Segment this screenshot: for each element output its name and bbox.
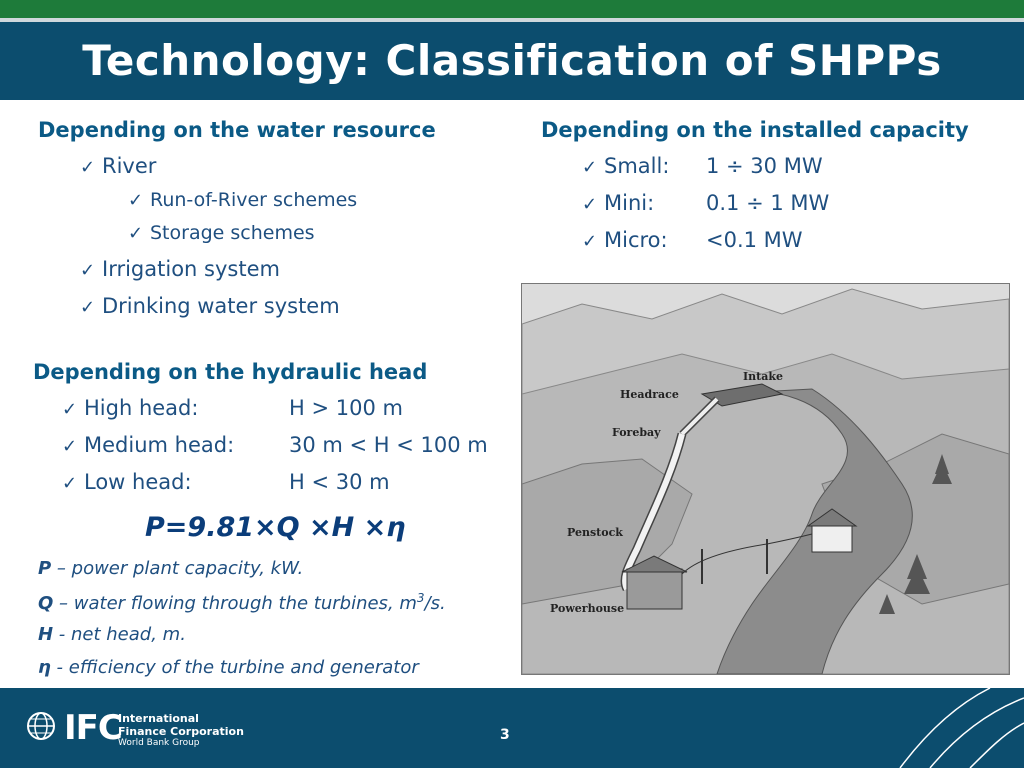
landscape-drawing xyxy=(522,284,1009,674)
shpp-illustration xyxy=(521,283,1010,675)
ifc-logo: IFC xyxy=(64,708,122,748)
power-formula: P=9.81×Q ×H ×η xyxy=(145,512,406,543)
org-name-line2: Finance Corporation xyxy=(118,725,244,738)
head-heading: Depending on the hydraulic head xyxy=(33,360,428,384)
headrace-label: Headrace xyxy=(620,388,679,401)
page-number: 3 xyxy=(500,727,510,743)
powerhouse-label: Powerhouse xyxy=(550,602,625,615)
intake-label: Intake xyxy=(743,370,783,383)
check-icon: ✓ xyxy=(582,157,598,178)
list-item-river: ✓ River xyxy=(80,154,157,178)
list-item-mini: ✓ Mini: 0.1 ÷ 1 MW xyxy=(582,191,830,215)
check-icon: ✓ xyxy=(128,223,144,244)
definition-q: Q – water flowing through the turbines, $m^3/s$. xyxy=(38,591,446,614)
forebay-label: Forebay xyxy=(612,426,661,439)
check-icon: ✓ xyxy=(582,194,598,215)
check-icon: ✓ xyxy=(80,260,96,281)
slide-title: Technology: Classification of SHPPs xyxy=(82,36,942,85)
org-name-line1: International xyxy=(118,712,199,725)
list-item-drinking: ✓ Drinking water system xyxy=(80,294,340,318)
list-item-storage: ✓ Storage schemes xyxy=(128,222,315,244)
org-name-line3: World Bank Group xyxy=(118,738,200,748)
check-icon: ✓ xyxy=(80,157,96,178)
list-item-high-head: ✓ High head: H > 100 m xyxy=(62,396,403,420)
top-accent-bar xyxy=(0,0,1024,18)
list-item-irrigation: ✓ Irrigation system xyxy=(80,257,280,281)
check-icon: ✓ xyxy=(62,436,78,457)
check-icon: ✓ xyxy=(128,190,144,211)
check-icon: ✓ xyxy=(582,231,598,252)
definition-eta: η - efficiency of the turbine and generator xyxy=(38,657,419,678)
check-icon: ✓ xyxy=(80,297,96,318)
water-resource-heading: Depending on the water resource xyxy=(38,118,436,142)
definition-p: P – power plant capacity, kW. xyxy=(38,558,304,579)
list-item-medium-head: ✓ Medium head: 30 m < H < 100 m xyxy=(62,433,488,457)
list-item-low-head: ✓ Low head: H < 30 m xyxy=(62,470,390,494)
definition-h: H - net head, m. xyxy=(38,624,186,645)
list-item-micro: ✓ Micro: <0.1 MW xyxy=(582,228,803,252)
globe-icon xyxy=(26,711,56,741)
list-item-run-of-river: ✓ Run-of-River schemes xyxy=(128,189,358,211)
check-icon: ✓ xyxy=(62,473,78,494)
capacity-heading: Depending on the installed capacity xyxy=(541,118,969,142)
check-icon: ✓ xyxy=(62,399,78,420)
list-item-small: ✓ Small: 1 ÷ 30 MW xyxy=(582,154,823,178)
penstock-label: Penstock xyxy=(567,526,623,539)
